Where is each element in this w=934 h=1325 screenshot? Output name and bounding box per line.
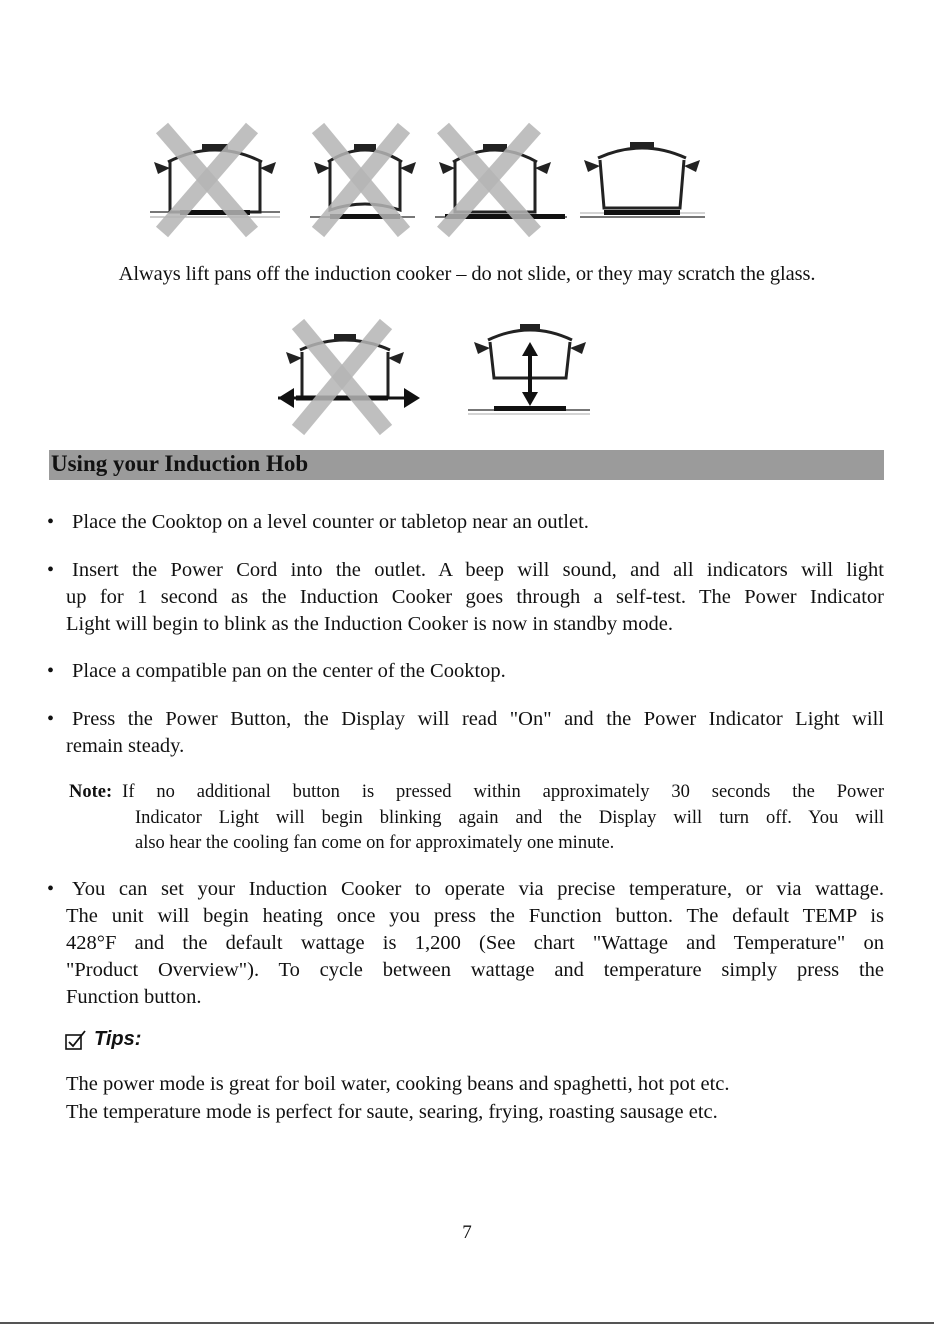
bullet-symbol: • xyxy=(47,708,55,730)
section-title: Using your Induction Hob xyxy=(51,451,309,476)
bullet-4-line-1: Press the Power Button, the Display will read "On" and the Power Indicator Light will xyxy=(72,708,884,730)
note-block xyxy=(69,780,884,857)
note-label: Note: xyxy=(69,782,113,802)
pot-wrong-3-icon xyxy=(435,128,567,232)
section-heading-bar xyxy=(49,450,884,480)
slide-pot-wrong-icon xyxy=(278,324,420,430)
bullet-5-line-2: The unit will begin heating once you press the Function button. The default TEMP is xyxy=(66,905,884,927)
lift-pans-caption: Always lift pans off the induction cooker – do not slide, or they may scratch the glass. xyxy=(118,263,816,285)
tips-heading xyxy=(64,1028,141,1051)
note-line-1: If no additional button is pressed within approximately 30 seconds the Power xyxy=(122,782,884,802)
bullet-2-line-2: up for 1 second as the Induction Cooker goes through a self-test. The Power Indicator xyxy=(66,586,884,608)
bullet-2-line-3: Light will begin to blink as the Induction Cooker is now in standby mode. xyxy=(66,613,673,635)
page-number: 7 xyxy=(462,1222,472,1243)
note-line-2: Indicator Light will begin blinking again and the Display will turn off. You will xyxy=(135,807,884,828)
page-bottom-rule xyxy=(0,1322,934,1324)
bullet-4-line-2: remain steady. xyxy=(66,735,185,757)
bullet-symbol: • xyxy=(47,660,55,682)
bullet-1-text: Place the Cooktop on a level counter or tabletop near an outlet. xyxy=(72,511,589,533)
tip-line-2: The temperature mode is perfect for saute, searing, frying, roasting sausage etc. xyxy=(66,1101,718,1123)
bullet-5-line-4: "Product Overview"). To cycle between wattage and temperature simply press the xyxy=(66,959,884,981)
pot-wrong-1-icon xyxy=(150,128,280,232)
tips-label: Tips: xyxy=(94,1028,142,1050)
pot-wrong-2-icon xyxy=(310,128,416,232)
lift-vs-slide-illustrations xyxy=(270,318,600,436)
bullet-symbol: • xyxy=(47,559,55,581)
lift-pot-correct-icon xyxy=(468,324,590,414)
pot-correct-icon xyxy=(580,142,705,217)
note-line-3: also hear the cooling fan come on for approximately one minute. xyxy=(135,833,615,853)
bullet-2-line-1: Insert the Power Cord into the outlet. A beep will sound, and all indicators will light xyxy=(72,559,884,581)
bullet-symbol: • xyxy=(47,878,55,900)
bullet-3-text: Place a compatible pan on the center of the Cooktop. xyxy=(72,660,506,682)
bullet-5-line-3: 428°F and the default wattage is 1,200 (See chart "Wattage and Temperature" on xyxy=(66,932,884,954)
bullet-5-line-5: Function button. xyxy=(66,986,202,1008)
bullet-5-line-1: You can set your Induction Cooker to operate via precise temperature, or via wattage. xyxy=(72,878,884,900)
checkbox-icon xyxy=(64,1029,88,1051)
bullet-symbol: • xyxy=(47,511,55,533)
pot-placement-illustrations xyxy=(140,120,720,245)
tip-line-1: The power mode is great for boil water, cooking beans and spaghetti, hot pot etc. xyxy=(66,1073,730,1095)
